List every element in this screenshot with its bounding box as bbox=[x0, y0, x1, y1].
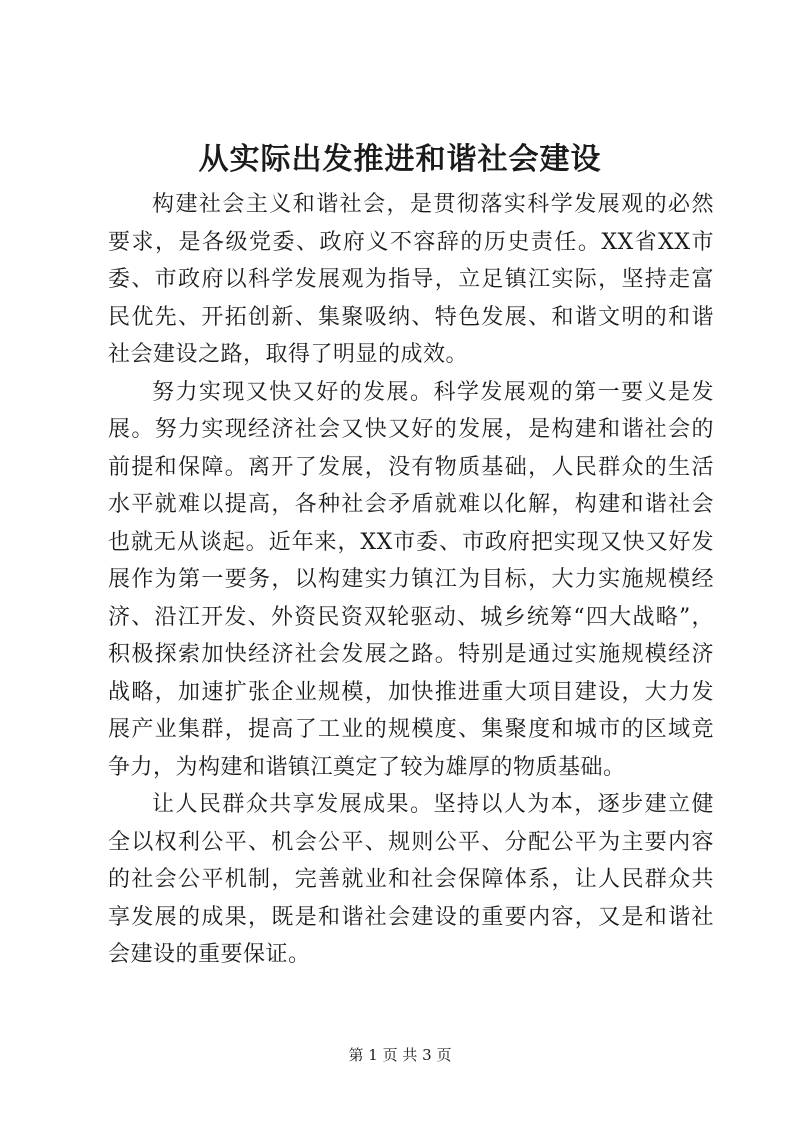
document-body bbox=[108, 186, 714, 974]
paragraph-intro: 构建社会主义和谐社会，是贯彻落实科学发展观的必然要求，是各级党委、政府义不容辞的历史责任。XX省XX市委、市政府以科学发展观为指导，立足镇江实际，坚持走富民优先、开拓创新、集聚吸纳、特色发展、和谐文明的和谐社会建设之路，取得了明显的成效。 bbox=[108, 192, 714, 367]
paragraph-development: 努力实现又快又好的发展。科学发展观的第一要义是发展。努力实现经济社会又快又好的发展，是构建和谐社会的前提和保障。离开了发展，没有物质基础，人民群众的生活水平就难以提高，各种社会矛盾就难以化解，构建和谐社会也就无从谈起。近年来，XX市委、市政府把实现又快又好发展作为第一要务，以构建实力镇江为目标，大力实施规模经济、沿江开发、外资民资双轮驱动、城乡统筹“四大战略”，积极探索加快经济社会发展之路。特别是通过实施规模经济战略，加速扩张企业规模，加快推进重大项目建设，大力发展产业集群，提高了工业的规模度、集聚度和城市的区域竞争力，为构建和谐镇江奠定了较为雄厚的物质基础。 bbox=[108, 379, 714, 780]
page-title: 从实际出发推进和谐社会建设 bbox=[198, 142, 602, 177]
page-footer: 第 1 页 共 3 页 bbox=[348, 1046, 452, 1064]
paragraph-sharing: 让人民群众共享发展成果。坚持以人为本，逐步建立健全以权利公平、机会公平、规则公平、分配公平为主要内容的社会公平机制，完善就业和社会保障体系，让人民群众共享发展的成果，既是和谐社会建设的重要内容，又是和谐社会建设的重要保证。 bbox=[108, 792, 714, 967]
